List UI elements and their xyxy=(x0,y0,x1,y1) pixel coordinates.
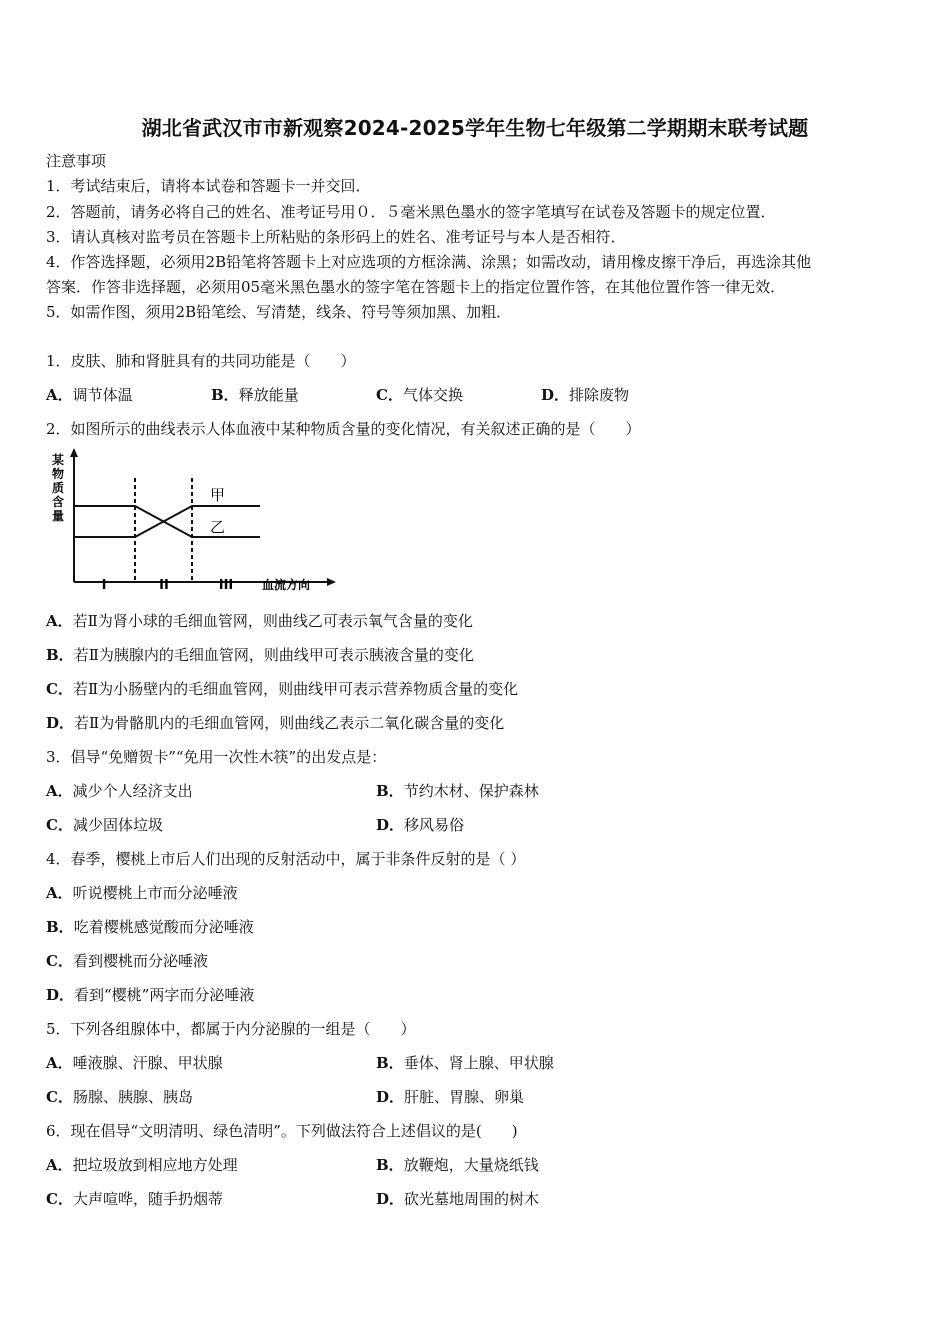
option-label: A． xyxy=(46,612,73,630)
exam-title: 湖北省武汉市市新观察2024-2025学年生物七年级第二学期期末联考试题 xyxy=(141,116,809,140)
q2-option-d xyxy=(46,713,504,733)
option-label: B． xyxy=(376,782,404,800)
q5-option-b xyxy=(376,1053,554,1073)
q4-option-b xyxy=(46,917,254,937)
notice-item-1: 1．考试结束后，请将本试卷和答题卡一并交回． xyxy=(46,177,371,195)
q1-option-d xyxy=(541,385,629,405)
option-text: 调节体温 xyxy=(72,386,133,404)
curve-label-yi: 乙 xyxy=(210,518,226,536)
option-text: 若Ⅱ为胰腺内的毛细血管网，则曲线甲可表示胰液含量的变化 xyxy=(73,646,474,664)
option-text: 气体交换 xyxy=(402,386,463,404)
notice-item-3: 3．请认真核对监考员在答题卡上所粘贴的条形码上的姓名、准考证号与本人是否相符． xyxy=(46,228,626,246)
q3-option-c xyxy=(46,815,163,835)
curve-jia xyxy=(74,506,260,537)
q5-option-d xyxy=(376,1087,524,1107)
option-text: 减少固体垃圾 xyxy=(72,816,163,834)
option-label: B． xyxy=(46,918,74,936)
option-text: 若Ⅱ为肾小球的毛细血管网，则曲线乙可表示氧气含量的变化 xyxy=(72,612,473,630)
option-label: A． xyxy=(46,1156,73,1174)
q3-option-d xyxy=(376,815,464,835)
option-text: 放鞭炮，大量烧纸钱 xyxy=(403,1156,539,1174)
curve-yi xyxy=(74,506,260,537)
y-label-char-3: 质 xyxy=(51,481,65,495)
q1-option-b xyxy=(211,385,299,405)
y-label-char-2: 物 xyxy=(51,467,65,481)
option-label: A． xyxy=(46,884,73,902)
notice-item-4: 4．作答选择题，必须用2B铅笔将答题卡上对应选项的方框涂满、涂黑；如需改动，请用橡皮擦干净后，再选涂其他 xyxy=(46,253,812,271)
option-text: 节约木材、保护森林 xyxy=(403,782,539,800)
option-text: 肝脏、胃腺、卵巢 xyxy=(404,1088,525,1106)
option-text: 砍光墓地周围的树木 xyxy=(404,1190,540,1208)
blood-substance-chart xyxy=(44,446,344,594)
q6-option-c xyxy=(46,1189,223,1209)
option-text: 移风易俗 xyxy=(404,816,465,834)
q6-option-b xyxy=(376,1155,539,1175)
region-label-3: III xyxy=(218,578,234,593)
question-4-stem: 4．春季，樱桃上市后人们出现的反射活动中，属于非条件反射的是（ ） xyxy=(46,850,526,868)
question-2-stem: 2．如图所示的曲线表示人体血液中某种物质含量的变化情况，有关叙述正确的是（ ） xyxy=(46,420,641,438)
option-text: 若Ⅱ为小肠壁内的毛细血管网，则曲线甲可表示营养物质含量的变化 xyxy=(72,680,519,698)
y-label-char-1: 某 xyxy=(51,453,65,467)
question-1-stem: 1．皮肤、肺和肾脏具有的共同功能是（ ） xyxy=(46,352,356,370)
q1-option-c xyxy=(376,385,463,405)
option-label: A． xyxy=(46,386,73,404)
option-label: A． xyxy=(46,1054,73,1072)
q3-option-b xyxy=(376,781,539,801)
option-label: D． xyxy=(376,816,405,834)
q6-option-d xyxy=(376,1189,539,1209)
y-label-char-4: 含 xyxy=(51,495,65,509)
option-text: 肠腺、胰腺、胰岛 xyxy=(72,1088,193,1106)
option-text: 把垃圾放到相应地方处理 xyxy=(72,1156,238,1174)
q5-option-c xyxy=(46,1087,193,1107)
option-text: 看到“樱桃”两字而分泌唾液 xyxy=(74,986,255,1004)
curve-label-jia: 甲 xyxy=(210,486,226,504)
option-label: B． xyxy=(376,1156,404,1174)
region-label-1: I xyxy=(101,578,107,593)
option-label: C． xyxy=(46,952,73,970)
y-label-char-5: 量 xyxy=(51,509,65,523)
option-label: B． xyxy=(376,1054,404,1072)
option-text: 看到樱桃而分泌唾液 xyxy=(72,952,208,970)
option-label: C． xyxy=(46,1190,73,1208)
option-text: 唾液腺、汗腺、甲状腺 xyxy=(72,1054,223,1072)
question-6-stem: 6．现在倡导“文明清明、绿色清明”。下列做法符合上述倡议的是( ) xyxy=(46,1122,518,1140)
option-label: A． xyxy=(46,782,73,800)
option-label: D． xyxy=(376,1088,405,1106)
option-text: 大声喧哗，随手扔烟蒂 xyxy=(72,1190,223,1208)
option-label: D． xyxy=(376,1190,405,1208)
notice-item-4-cont: 答案．作答非选择题，必须用05毫米黑色墨水的签字笔在答题卡上的指定位置作答，在其他位置作答一律无效． xyxy=(46,278,786,296)
option-text: 释放能量 xyxy=(238,386,299,404)
q1-option-a xyxy=(46,385,133,405)
question-5-stem: 5．下列各组腺体中，都属于内分泌腺的一组是（ ） xyxy=(46,1020,416,1038)
notice-heading: 注意事项 xyxy=(46,152,107,170)
y-axis-arrow xyxy=(70,448,78,457)
option-text: 排除废物 xyxy=(569,386,630,404)
option-label: B． xyxy=(211,386,239,404)
region-label-2: II xyxy=(159,578,169,593)
x-axis-label: 血流方向 xyxy=(262,578,311,592)
option-label: C． xyxy=(46,1088,73,1106)
option-label: C． xyxy=(376,386,403,404)
q4-option-c xyxy=(46,951,208,971)
q4-option-a xyxy=(46,883,238,903)
option-text: 吃着樱桃感觉酸而分泌唾液 xyxy=(73,918,254,936)
option-label: D． xyxy=(541,386,570,404)
option-text: 听说樱桃上市而分泌唾液 xyxy=(72,884,238,902)
notice-item-2: 2．答题前，请务必将自己的姓名、准考证号用０．５毫米黑色墨水的签字笔填写在试卷及答题卡的规定位置． xyxy=(46,203,776,221)
option-text: 减少个人经济支出 xyxy=(72,782,193,800)
notice-item-5: 5．如需作图，须用2B铅笔绘、写清楚，线条、符号等须加黑、加粗． xyxy=(46,303,512,321)
q2-option-c xyxy=(46,679,518,699)
option-label: D． xyxy=(46,986,75,1004)
question-3-stem: 3．倡导“免赠贺卡”“免用一次性木筷”的出发点是： xyxy=(46,748,387,766)
q4-option-d xyxy=(46,985,254,1005)
option-text: 垂体、肾上腺、甲状腺 xyxy=(403,1054,554,1072)
q2-option-b xyxy=(46,645,474,665)
x-axis-arrow xyxy=(327,578,336,586)
q5-option-a xyxy=(46,1053,223,1073)
option-label: C． xyxy=(46,816,73,834)
option-label: C． xyxy=(46,680,73,698)
option-label: B． xyxy=(46,646,74,664)
q2-option-a xyxy=(46,611,473,631)
q3-option-a xyxy=(46,781,193,801)
option-label: D． xyxy=(46,714,75,732)
option-text: 若Ⅱ为骨骼肌内的毛细血管网，则曲线乙表示二氧化碳含量的变化 xyxy=(74,714,505,732)
q6-option-a xyxy=(46,1155,238,1175)
